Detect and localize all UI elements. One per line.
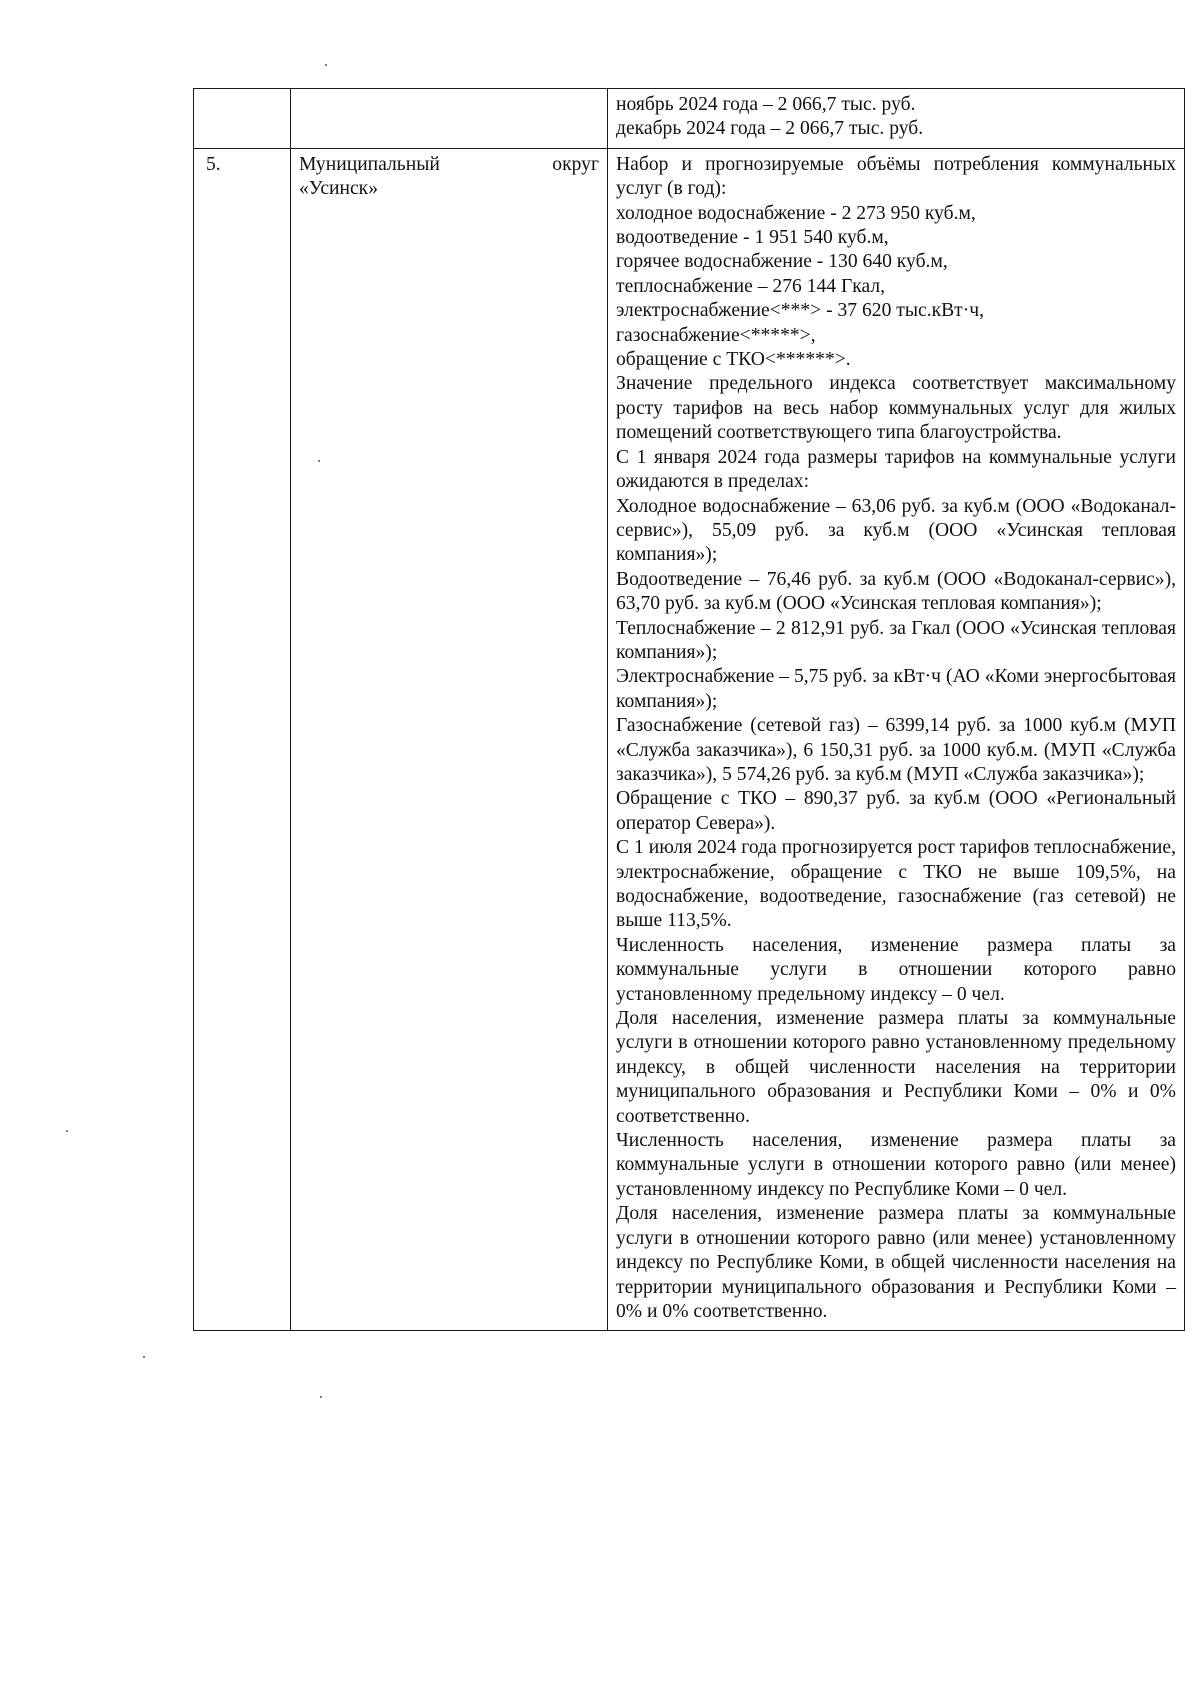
paragraph: водоотведение - 1 951 540 куб.м, bbox=[616, 227, 889, 249]
cell-row-number bbox=[194, 148, 291, 1331]
paragraph: горячее водоснабжение - 130 640 куб.м, bbox=[616, 251, 948, 273]
paragraph: Численность населения, изменение размера платы за коммунальные услуги в отношении которого равно установленному предельному индексу – 0 чел. bbox=[616, 934, 1176, 1005]
scan-speck bbox=[320, 1396, 322, 1398]
paragraph: С 1 июля 2024 года прогнозируется рост тарифов теплоснабжение, электроснабжение, обращение с ТКО не выше 109,5%, на водоснабжение, водоотведение, газоснабжение (газ сетевой) не выше 113,5%. bbox=[616, 837, 1176, 932]
paragraph: обращение с ТКО<******>. bbox=[616, 349, 851, 371]
scan-speck bbox=[143, 1356, 145, 1358]
paragraph: Холодное водоснабжение – 63,06 руб. за куб.м (ООО «Водоканал-сервис»), 55,09 руб. за куб.м (ООО «Усинская тепловая компания»); bbox=[616, 495, 1176, 566]
text-line: ноябрь 2024 года – 2 066,7 тыс. руб. bbox=[616, 94, 916, 115]
paragraph: С 1 января 2024 года размеры тарифов на коммунальные услуги ожидаются в пределах: bbox=[616, 446, 1176, 493]
paragraph: Набор и прогнозируемые объёмы потребления коммунальных услуг (в год): bbox=[616, 153, 1176, 200]
paragraph: электроснабжение<***> - 37 620 тыс.кВт·ч, bbox=[616, 300, 985, 322]
cell-name-empty bbox=[291, 89, 608, 149]
table-row-continued bbox=[194, 89, 1185, 149]
municipality-name-word: округ bbox=[552, 153, 599, 175]
paragraph: Численность населения, изменение размера платы за коммунальные услуги в отношении которого равно (или менее) установленному индексу по Республике Коми – 0 чел. bbox=[616, 1130, 1176, 1200]
table-row-5 bbox=[194, 148, 1185, 1331]
scan-speck bbox=[66, 1130, 68, 1132]
paragraph: теплоснабжение – 276 144 Гкал, bbox=[616, 275, 886, 297]
paragraph: Водоотведение – 76,46 руб. за куб.м (ООО «Водоканал-сервис»), 63,70 руб. за куб.м (ООО «Усинская тепловая компания»); bbox=[616, 568, 1176, 615]
row-number: 5. bbox=[206, 153, 221, 175]
cell-number-empty bbox=[194, 89, 291, 149]
paragraph: холодное водоснабжение - 2 273 950 куб.м, bbox=[616, 202, 976, 224]
paragraph: Газоснабжение (сетевой газ) – 6399,14 руб. за 1000 куб.м (МУП «Служба заказчика»), 6 150,31 руб. за 1000 куб.м. (МУП «Служба заказчика»), 5 574,26 руб. за куб.м (МУП «Служба заказчика»); bbox=[616, 715, 1176, 785]
cell-municipality-name bbox=[291, 148, 608, 1331]
municipality-name-line1 bbox=[299, 153, 599, 177]
paragraph: Значение предельного индекса соответствует максимальному росту тарифов на весь набор коммунальных услуг для жилых помещений соответствующего типа благоустройства. bbox=[616, 373, 1176, 444]
text-line: декабрь 2024 года – 2 066,7 тыс. руб. bbox=[616, 118, 924, 140]
scan-speck bbox=[325, 64, 327, 66]
cell-description bbox=[608, 148, 1185, 1331]
municipality-name-word: Муниципальный bbox=[299, 153, 440, 175]
paragraph: Обращение с ТКО – 890,37 руб. за куб.м (ООО «Региональный оператор Севера»). bbox=[616, 788, 1176, 834]
paragraph: Теплоснабжение – 2 812,91 руб. за Гкал (ООО «Усинская тепловая компания»); bbox=[616, 617, 1176, 663]
paragraph: Доля населения, изменение размера платы за коммунальные услуги в отношении которого равно установленному предельному индексу, в общей численности населения на территории муниципального образования и Республики Коми – 0% и 0% соответственно. bbox=[616, 1008, 1176, 1127]
paragraph: Электроснабжение – 5,75 руб. за кВт·ч (АО «Коми энергосбытовая компания»); bbox=[616, 666, 1176, 712]
municipality-name-line2: «Усинск» bbox=[299, 178, 378, 200]
paragraph: газоснабжение<*****>, bbox=[616, 324, 816, 346]
tariff-table bbox=[193, 88, 1185, 1331]
paragraph: Доля населения, изменение размера платы за коммунальные услуги в отношении которого равно (или менее) установленному индексу по Республике Коми, в общей численности населения на территории муниципального образования и Республики Коми – 0% и 0% соответственно. bbox=[616, 1203, 1176, 1322]
cell-continued-text bbox=[608, 89, 1185, 149]
